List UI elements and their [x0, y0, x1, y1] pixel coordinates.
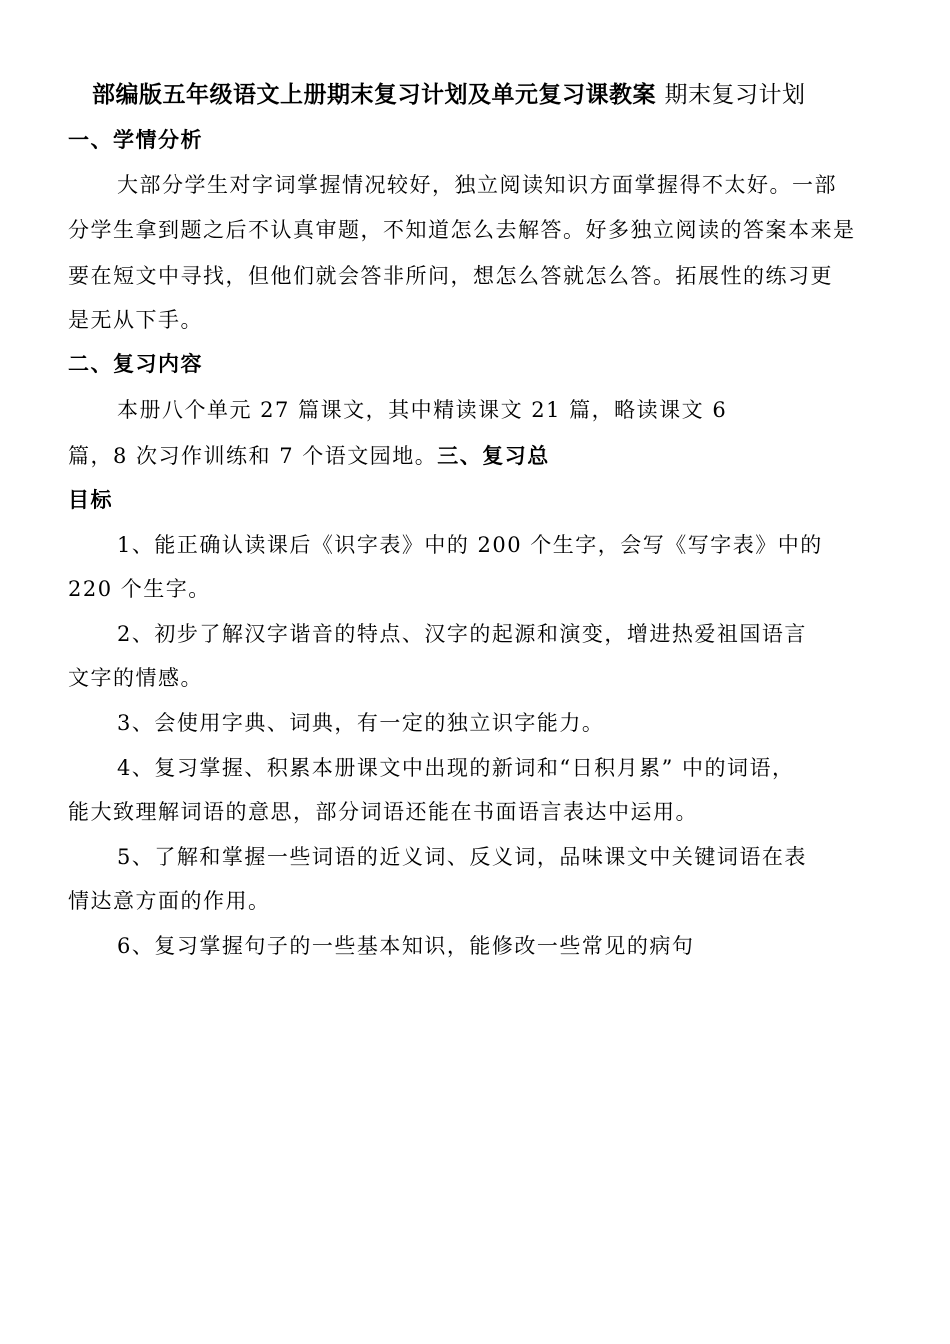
paragraph-line: 是无从下手。 [68, 308, 203, 332]
goal-item-2: 2、初步了解汉字谐音的特点、汉字的起源和演变，增进热爱祖国语言 [117, 622, 807, 646]
goal-item-3: 3、会使用字典、词典，有一定的独立识字能力。 [117, 711, 605, 735]
goal-item-5: 5、了解和掌握一些词语的近义词、反义词，品味课文中关键词语在表 [117, 845, 807, 869]
content-text: 篇，8 次习作训练和 7 个语文园地。 [68, 444, 438, 468]
paragraph-line: 分学生拿到题之后不认真审题，不知道怎么去解答。好多独立阅读的答案本来是 [68, 218, 856, 242]
goal-item-1-cont: 220 个生字。 [68, 577, 211, 601]
goal-item-1: 1、能正确认读课后《识字表》中的 200 个生字，会写《写字表》中的 [117, 533, 823, 557]
paragraph-line [68, 441, 550, 471]
section-heading-2: 二、复习内容 [68, 352, 203, 376]
title-main: 部编版五年级语文上册期末复习计划及单元复习课教案 [92, 82, 656, 108]
goal-item-2-cont: 文字的情感。 [68, 666, 203, 690]
section-heading-3-start: 三、复习总 [437, 444, 550, 468]
goal-item-4: 4、复习掌握、积累本册课文中出现的新词和“日积月累” 中的词语， [117, 756, 795, 780]
goal-item-4-cont: 能大致理解词语的意思，部分词语还能在书面语言表达中运用。 [68, 800, 698, 824]
title-sub: 期末复习计划 [664, 82, 806, 108]
goal-item-5-cont: 情达意方面的作用。 [68, 889, 271, 913]
paragraph-line: 本册八个单元 27 篇课文，其中精读课文 21 篇，略读课文 6 [117, 398, 728, 422]
section-heading-3-end: 目标 [68, 488, 113, 512]
paragraph-line: 大部分学生对字词掌握情况较好，独立阅读知识方面掌握得不太好。一部 [117, 173, 837, 197]
document-title [92, 80, 806, 110]
paragraph-line: 要在短文中寻找，但他们就会答非所问，想怎么答就怎么答。拓展性的练习更 [68, 264, 833, 288]
goal-item-6: 6、复习掌握句子的一些基本知识，能修改一些常见的病句 [117, 934, 695, 958]
section-heading-1: 一、学情分析 [68, 128, 203, 152]
